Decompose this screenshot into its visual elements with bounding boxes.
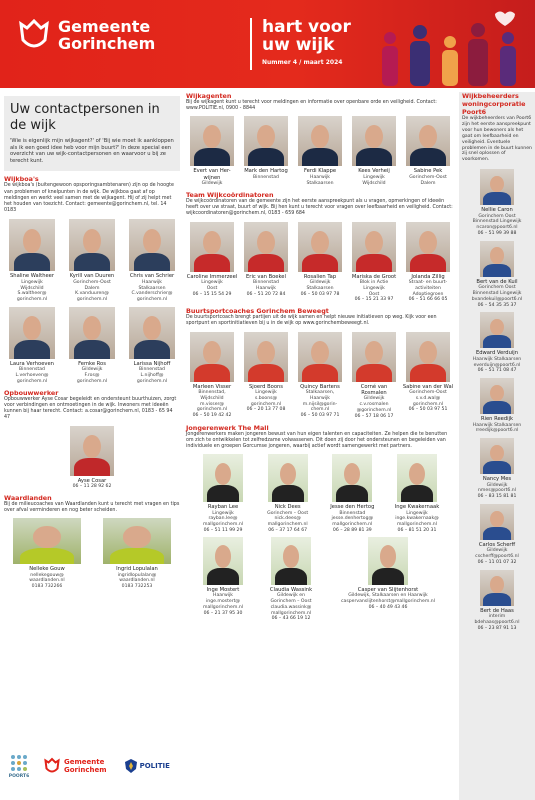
gemeente-logo [18,18,155,52]
person-line: C.vanderschrier@ [131,291,173,297]
person-name: Chris van Schrier [129,273,175,280]
wijkboas-title: Wijkboa's [4,175,39,184]
person-phone: 06 – 54 35 35 37 [477,302,517,308]
person-line: Stalkaarsen [306,285,334,291]
person-photo [271,537,311,585]
person-line: m.nijsil@gorin- [302,401,338,407]
person-name: Laura Verhoeven [10,360,54,367]
person-phone: 06 – 15 15 54 29 [192,291,232,297]
gemeente-footer-logo [44,757,107,775]
wijkagenten-row [186,116,454,187]
person-line: jesse.denhertog@ [331,516,374,522]
person-name: Nick Dees [274,504,301,511]
person-phone: 06 – 11 01 07 32 [477,560,517,566]
tagline-line1: hart voor [262,17,351,37]
person-photo [480,438,514,474]
person-name: Corné van Rosmalen [360,383,388,397]
person-line: bdehaas@poort6.nl [474,620,520,626]
person-phone: 06 – 51 99 39 88 [477,231,517,237]
person-photo [203,454,243,502]
person-name: Quincy Bartens [300,383,340,390]
person-name: Mariska de Groot [351,273,397,280]
person-name: Rien Reedijk [480,416,514,423]
person-card [186,116,238,187]
person-card [328,537,448,622]
person-card [64,219,120,303]
person-name: Nellie Caron [481,207,513,214]
person-line: inge.kwakernaak@ [395,516,439,522]
waardlanden-title: Waardlanden [4,493,52,502]
person-photo [480,241,514,277]
org-line1: Gemeente [58,17,151,36]
person-line: Binnenstad Lingewijk [472,219,522,225]
person-line: gorinchem.nl [412,401,444,407]
person-line: mallgorinchem.nl [202,604,244,610]
person-name: Ferdi Klappe [303,168,337,175]
poort-title: Wijkbeheerders woningcorporatie Poort6 [462,92,526,116]
person-line: Binnenstad [253,174,279,180]
person-photo [480,169,514,205]
person-line: Haarwijk [213,593,233,599]
person-name: Sabine van der Wal [402,383,454,390]
person-line: Oost [368,291,380,297]
mall-title: Jongerenwerk The Mall [186,423,269,432]
person-card [348,332,400,420]
person-card [186,332,238,420]
person-phone: 06 – 50 19 42 42 [192,413,232,419]
person-photo [268,454,308,502]
person-photo [298,332,342,382]
person-photo [244,116,288,166]
person-name: Inge Mostert [206,586,240,593]
person-line: waardlanden.nl [29,578,65,584]
person-line: Stalkaarsen [306,180,334,186]
sport-title: Buurtsportcoaches Gorinchem Beweegt [186,307,329,316]
person-card [4,219,60,303]
person-name: Evert van Her-wijnen [193,168,231,181]
footer-logos [8,752,170,779]
person-phone: 06 – 20 13 77 08 [246,407,286,413]
person-card [257,454,319,534]
person-line: Gorinchem Oost [478,213,516,219]
person-line: Gildewijk en [276,593,306,599]
person-line: Stalkaarsen [138,285,166,291]
person-line: Wijdschild [200,395,224,401]
person-line: s.boons@ [254,395,278,401]
person-line: mallgorinchem.nl [396,522,437,528]
person-line: nellekegouw@ [30,572,64,578]
person-phone: 06 – 57 18 06 17 [354,413,394,419]
politie-label: POLITIE [139,761,170,770]
person-card [402,222,454,304]
person-line: Blok in Actie [359,280,389,286]
waardlanden-row [4,518,180,590]
right-column [459,92,535,800]
person-line: mallgorinchem.nl [270,610,312,616]
poort-text: De wijkbeheerders van Poort6 zijn het eerste aanspreekpunt voor hun bewoners als het gaat om leefbaarheid en veiligheid. Eventuele problemen in de buurt kunnen zij snel oplossen of voorkomen. [462,116,532,163]
person-name: Femke Ros [78,360,106,367]
person-line: Gildewijk [486,548,508,554]
person-line: Gorinchem-Oost [73,279,111,285]
person-photo [203,537,243,585]
person-line: mallgorinchem.nl [332,522,373,528]
person-name: Claudia Wassink [269,586,313,593]
person-name: Jesse den Hertog [330,504,375,511]
sport-row [186,332,454,420]
waardlanden-text: Bij de milieucoaches van Waardlanden kunt u terecht met vragen en tips over afval verminderen en nog beter scheiden. [4,501,180,513]
intro-box [4,96,180,171]
person-photo [69,307,115,359]
tagline [262,18,351,66]
person-photo [69,219,115,271]
person-line: inge.mostert@ [206,599,240,605]
person-name: Sabine Pek [413,168,443,175]
person-line: interim [488,614,506,620]
person-photo [406,222,450,272]
footer-gem-line1: Gemeente [64,757,105,766]
person-photo [480,570,514,606]
person-photo [244,332,288,382]
person-card [462,241,532,309]
person-line: s.v.d.wal@ [415,395,441,401]
person-phone: 06 – 51 66 66 05 [408,297,448,303]
page-title: Uw contactpersonen in de wijk [10,102,160,133]
person-card [192,454,254,534]
person-card [462,438,532,500]
person-line: Haarwijk [310,174,330,180]
person-card [240,332,292,420]
person-name: Eric van Boekel [246,273,286,280]
person-card [258,537,324,622]
person-name: Marleen Visser [192,383,232,390]
person-line: nick.dees@ [274,516,301,522]
person-line: Gildewijk, Stalkaarsen en Haarwijk [348,593,428,599]
footer-gem-line2: Gorinchem [64,765,107,774]
person-card [192,537,254,622]
person-phone: 06 – 40 49 43 46 [368,604,408,610]
person-card [462,570,532,632]
person-photo [9,219,55,271]
person-name: Ayse Cosar [77,477,107,484]
person-line: Haarwijk [142,279,162,285]
person-phone: 06 – 50 03 97 51 [408,407,448,413]
opbouw-title: Opbouwwerker [4,388,59,397]
person-line: Stalkaarsen, [305,390,335,396]
person-photo [480,504,514,540]
person-line: K.vanduuren@ [75,291,109,297]
person-line: Gorinchem Oost [478,285,516,291]
person-line: Oost [206,285,218,291]
person-line: activiteiten [415,285,441,291]
person-photo [190,116,234,166]
person-name: Ingrid Lopulalan [116,566,158,573]
person-card [462,312,532,374]
person-photo [406,332,450,382]
wijkboas-text: De wijkboa's (buitengewoon opsporingsambtenaren) zijn op de hoogte van problemen of knelpunten in de wijk. De wijkboa gaat af op meldingen en werkt veel samen met de wijkagent. Hij of zij helpt met het houden van toezicht. Contact: gemeente@gorinchem.nl, tel. 14 0183 [4,183,174,214]
person-photo [352,116,396,166]
person-photo [13,518,81,564]
person-phone: 06 – 81 51 20 31 [397,528,437,534]
person-line: nmes@poort6.nl [478,488,516,494]
person-line: Gorinchem – Oost [270,599,312,605]
person-name: Larissa Nijhoff [133,360,171,367]
person-line: Lingewijk [406,510,428,516]
person-line: Binnenstad [19,367,45,373]
person-line: everduijn@poort6.nl [473,362,521,368]
person-name: Bert de Haas [480,607,514,614]
person-line: waardlanden.nl [119,578,155,584]
person-phone: 06 – 83 15 81 81 [477,494,517,500]
person-line: Binnenstad [253,280,279,286]
person-photo [129,219,175,271]
person-line: Lingewijk [363,174,385,180]
middle-column [186,92,454,622]
person-card [462,378,532,434]
person-name: Caroline Immerzeel [186,273,238,280]
person-line: c.v.rosmalen [359,402,389,408]
person-name: Nancy Mes [482,476,512,483]
poort6-icon [8,752,30,774]
person-photo [190,222,234,272]
team-row [186,222,454,304]
person-phone: 06 – 50 03 97 78 [300,291,340,297]
person-card [240,116,292,187]
person-name: Edward Verduijn [475,350,519,357]
poort6-label: POORT6 [8,774,30,779]
person-line: @gorinchem.nl [356,408,392,414]
person-photo [9,307,55,359]
person-phone: 06 – 37 17 64 67 [268,528,308,534]
person-line: L.nijhoff@ [140,373,164,379]
person-line: gorinchem.nl [16,378,48,384]
wijkboas-row-1 [4,219,180,303]
person-line: Haarwijk [310,395,330,401]
person-card [386,454,448,534]
sport-text: De buurtsportcoach brengt partijen uit de wijk samen en helpt nieuwe initiatieven op weg. Kijk voor een sportpunt en sportinitiatieven bij u in de wijk op www.gorinchembeweegt.nl. [186,315,437,327]
person-phone: 06 – 21 37 95 30 [203,610,243,616]
person-line: mallgorinchem.nl [267,522,308,528]
person-line: Gorinchem-Oost [409,390,447,396]
person-photo [298,222,342,272]
person-photo [397,454,437,502]
person-photo [352,222,396,272]
person-card [240,222,292,304]
person-card [124,219,180,303]
wijkboas-row-2 [4,307,180,385]
person-line: gorinchem.nl [136,297,168,303]
person-name: Nelleke Gouw [29,566,65,573]
wijkagenten-title: Wijkagenten [186,92,232,100]
header-divider [250,18,252,70]
person-photo [129,307,175,359]
person-line: Lingewijk [21,279,43,285]
opbouw-text: Opbouwwerker Ayse Cosar begeleidt en ondersteunt buurthuizen, zorgt voor verbindingen en ontmoetingen in de wijk. Inwoners met ideeën kunnen bij haar terecht. Contact: a.cosar@gorinchem.nl, 0183 - 65 94 47 [4,396,177,421]
person-photo [190,332,234,382]
person-card [402,116,454,187]
person-card [4,307,60,385]
mall-row-1 [186,454,454,534]
person-line: Wijdschild [20,285,44,291]
person-phone: 06 – 51 20 72 84 [246,291,286,297]
person-photo [332,454,372,502]
person-line: Gildewijk [486,482,508,488]
politie-logo [125,759,170,773]
person-line: Binnenstad [339,510,366,516]
person-photo [368,537,408,585]
person-phone: 06 – 51 71 08 47 [477,368,517,374]
person-name: Inge Kwakernaak [394,504,440,511]
person-line: bvandekuil@poort6.nl [471,296,523,302]
person-card [294,222,346,304]
person-line: caspervanslijtenhorst@mallgorinchem.nl [340,599,435,605]
person-line: Straat- en buurt- [408,280,448,286]
person-line: ingridlopulalan@ [117,572,157,578]
person-name: Sjoerd Boons [249,383,283,390]
people-illustration [350,8,535,86]
person-line: gorinchem.nl [250,401,282,407]
person-card [8,518,86,590]
person-line: S.waltheer@ [17,291,47,297]
person-line: Gildewijk [309,280,331,286]
intro-text: 'Wie is eigenlijk mijn wijkagent?' of 'Bij wie moet ik aankloppen als ik een goed idee heb voor mijn buurt?' In deze special een overzicht van uw wijk-contactpersonen en waarvoor u bij ze terecht kunt. [10,138,174,164]
person-name: Kees Verheij [358,168,390,175]
person-photo [103,518,171,564]
person-name: Mark den Hartog [244,168,288,175]
person-line: Gorinchem – Oost [267,510,309,516]
person-name: Jolanda Zillig [411,273,445,280]
person-phone: 06 – 43 66 19 12 [271,616,311,622]
police-badge-icon [125,759,137,773]
person-card [64,307,120,385]
person-line: Lingewijk [201,280,223,286]
person-name: Rosalien Tap [303,273,337,280]
person-line: Gildewijk [363,396,385,402]
poort6-logo [8,752,30,779]
person-line: 0183 732253 [121,584,153,590]
edition-label: Nummer 4 / maart 2024 [262,59,343,66]
person-line: gorinchem.nl [76,378,108,384]
person-line: Haarwijk Stalkaarsen [472,356,522,362]
person-line: Wijdschild [362,180,386,186]
person-card [186,222,238,304]
person-photo [480,378,514,414]
person-line: mallgorinchem.nl [202,522,244,528]
person-photo [298,116,342,166]
person-card [462,169,532,237]
person-name: Shaline Waltheer [9,273,55,280]
person-card [462,504,532,566]
person-line: Lingewijk [255,390,277,396]
person-line: Haarwijk Stalkaarsen [472,422,522,428]
person-name: Kyrill van Duuren [69,273,115,280]
person-line: chem.nl [310,407,330,413]
team-text: De wijkcoördinatoren van de gemeente zijn het eerste aanspreekpunt als u vragen, opmerkingen of ideeën heeft over uw straat, buurt of wijk. Bij hen kunt u terecht voor vragen over leefbaarheid en veiligheid. Contact: wijkcoordinatoren@gorinchem.nl, 0183 - 659 684 [186,199,453,217]
person-line: m.visser@ [199,401,225,407]
person-line: L.verhoeven@ [15,373,49,379]
person-line: Binnenstad [139,367,165,373]
person-line: Gorinchem-Oost [409,174,447,180]
person-card [98,518,176,590]
tagline-line2: uw wijk [262,35,335,55]
person-line: gorinchem.nl [16,297,48,303]
person-line: gorinchem.nl [136,378,168,384]
person-photo [352,332,396,382]
person-line: 0183 732266 [31,584,63,590]
mall-row-2 [186,537,454,622]
person-name: Casper van Slijtenhorst [357,586,419,593]
person-line: rreedijk@poort6.nl [475,428,519,434]
mall-text: Jongerenwerkers maken jongeren bewust van hun eigen talenten en capaciteiten. Ze helpen die te benutten om zich te ontwikkelen tot zelfredzame volwassenen. Dit doen zij door het ondersteunen en begeleiden van individuele en groepen Gorcumse jongeren, waarbij actief wordt samengewerkt met partners. [186,431,448,450]
person-card [294,116,346,187]
person-photo [480,312,514,348]
person-phone: 06 – 15 21 33 97 [354,297,394,303]
header-banner [0,0,535,88]
person-card [4,426,180,490]
person-name: Rayban Lee [207,504,239,511]
person-line: Dalem [84,285,100,291]
person-card [348,116,400,187]
wijkagenten-text: Bij de wijkagent kunt u terecht voor meldingen en informatie over openbare orde en veiligheid. Contact: www.POLITIE.nl, 0900 - 8844 [186,100,437,112]
person-name: Carlos Scherff [478,542,516,549]
person-line: Gildewijk [201,181,223,187]
person-line: Gildewijk [81,367,103,373]
person-line: Dalem [420,180,436,186]
person-line: ncaron@poort6.nl [476,225,518,231]
person-name: Bert van de Kuil [476,278,518,285]
team-title: Team Wijkcoördinatoren [186,191,274,200]
person-photo [406,116,450,166]
person-line: Lingewijk [212,510,234,516]
person-card [321,454,383,534]
org-line2: Gorinchem [58,34,156,53]
person-line: rayban.lee@ [208,516,238,522]
person-line: Binnenstad Lingewijk [472,291,522,297]
person-phone: 06 – 23 87 91 13 [477,625,517,631]
person-phone: 06 – 51 11 99 29 [203,528,243,534]
left-column [4,96,180,590]
person-photo [244,222,288,272]
person-line: cscherff@poort6.nl [475,554,519,560]
crown-shield-icon [44,757,60,775]
person-line: gorinchem.nl [196,407,228,413]
person-card [294,332,346,420]
person-line: F.ros@ [84,373,100,379]
person-line: claudia.wassink@ [270,604,312,610]
person-phone: 06 – 50 03 97 71 [300,413,340,419]
person-line: Adoptiegroen [412,291,444,297]
crown-shield-icon [18,18,50,52]
person-card [348,222,400,304]
person-photo [70,426,114,476]
person-card [402,332,454,420]
person-phone: 06 – 11 28 92 62 [72,484,112,489]
person-line: Lingewijk [363,285,385,291]
person-line: Haarwijk [256,285,276,291]
person-phone: 06 – 28 89 81 39 [332,528,372,534]
person-card [124,307,180,385]
person-line: gorinchem.nl [76,297,108,303]
person-line: Binnenstad, [198,390,226,396]
